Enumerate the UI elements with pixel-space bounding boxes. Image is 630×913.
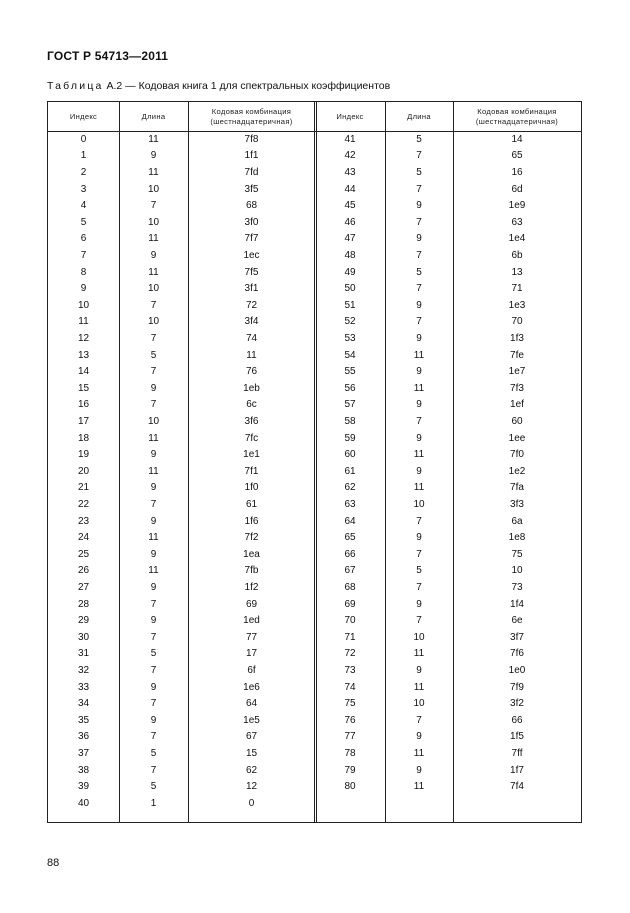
table-cell: 7 [416,183,422,195]
table-cell: 7f9 [510,681,524,693]
table-cell: 6d [511,183,523,195]
table-cell: 1 [150,797,157,809]
table-cell: 7 [416,515,422,527]
table-cell: 7f3 [510,382,524,394]
table-cell: 5 [150,747,157,759]
table-cell: 1e0 [508,664,526,676]
table-cell: 10 [147,283,160,295]
table-cell: 7 [416,615,422,627]
table-cell: 9 [416,200,422,212]
table-cell: 9 [416,332,422,344]
table-cell: 9 [150,449,157,461]
table-cell: 11 [148,266,159,278]
table-cell: 9 [416,731,422,743]
table-cell: 3f4 [244,316,259,328]
table-cell: 10 [77,299,90,311]
table-cell: 14 [511,133,523,145]
table-cell: 3f3 [510,498,524,510]
column-header: Индекс [336,111,364,121]
table-cell: 52 [344,316,356,328]
table-cell: 6a [511,515,523,527]
column-header: Длина [407,111,431,121]
table-cell: 7f6 [510,648,524,660]
table-cell: 69 [245,598,258,610]
table-cell: 42 [344,150,356,162]
table-cell: 3f2 [510,698,524,710]
table-cell: 9 [150,681,157,693]
table-cell: 12 [77,332,90,344]
table-cell: 7f8 [244,133,259,145]
table-cell: 9 [150,581,157,593]
table-cell: 9 [416,432,422,444]
table-cell: 11 [413,747,425,759]
table-cell: 1f1 [244,150,259,162]
table-cell: 9 [150,482,157,494]
table-cell: 7 [416,283,422,295]
table-cell: 1f2 [244,581,259,593]
table-cell: 1ec [243,249,260,261]
table-cell: 7f1 [244,465,259,477]
table-cell: 11 [148,133,159,145]
table-cell: 44 [344,183,356,195]
table-caption [47,80,390,92]
table-cell: 29 [77,615,90,627]
table-cell: 1e5 [243,714,260,726]
table-cell: 36 [77,731,90,743]
table-cell: 5 [150,648,157,660]
table-cell: 7fd [244,166,259,178]
document-header: ГОСТ Р 54713—2011 [47,49,169,63]
table-cell: 1f7 [510,764,524,776]
table-cell: 31 [77,648,90,660]
table-cell: 60 [344,449,356,461]
table-cell: 58 [344,415,356,427]
table-cell: 15 [77,382,90,394]
table-cell: 59 [344,432,356,444]
table-cell: 61 [245,498,258,510]
table-cell: 1f5 [510,731,524,743]
table-cell: 11 [148,532,159,544]
table-cell: 7fa [510,482,524,494]
table-cell: 7 [150,498,157,510]
table-cell: 7fc [244,432,259,444]
table-cell: 34 [77,698,90,710]
table-cell: 3f5 [244,183,259,195]
table-cell: 35 [77,714,90,726]
table-cell: 32 [77,664,90,676]
table-cell: 70 [344,615,356,627]
table-cell: 7 [150,332,157,344]
table-cell: 64 [245,698,258,710]
table-cell: 7 [150,764,157,776]
table-cell: 7 [150,631,157,643]
table-cell: 6e [511,615,523,627]
table-cell: 7 [150,366,157,378]
table-cell: 54 [344,349,356,361]
table-cell: 73 [511,581,523,593]
table-cell: 33 [77,681,90,693]
table-cell: 57 [344,399,356,411]
table-cell: 1ee [508,432,526,444]
table-cell: 9 [416,233,422,245]
table-cell: 74 [245,332,258,344]
table-cell: 39 [77,781,90,793]
table-cell: 73 [344,664,356,676]
table-cell: 10 [147,216,160,228]
table-cell: 66 [511,714,523,726]
table-cell: 11 [78,316,89,328]
table-cell: 1f0 [244,482,259,494]
table-cell: 5 [416,133,422,145]
table-cell: 10 [413,498,425,510]
table-cell: 3f1 [244,283,259,295]
table-cell: 11 [413,382,425,394]
table-cell: 23 [77,515,90,527]
table-cell: 68 [245,200,258,212]
table-cell: 51 [344,299,356,311]
table-cell: 27 [77,581,90,593]
table-cell: 41 [344,133,356,145]
table-cell: 7fe [510,349,524,361]
table-cell: 10 [511,565,523,577]
table-cell: 6 [80,233,87,245]
table-cell: 9 [150,548,157,560]
table-cell: 7 [150,731,157,743]
table-cell: 1e8 [508,532,526,544]
table-cell: 17 [245,648,258,660]
table-cell: 43 [344,166,356,178]
table-cell: 9 [150,714,157,726]
table-cell: 62 [344,482,356,494]
table-cell: 7 [416,548,422,560]
table-cell: 1e3 [508,299,526,311]
table-cell: 28 [77,598,90,610]
table-cell: 17 [77,415,90,427]
table-cell: 1f6 [244,515,259,527]
table-cell: 16 [77,399,90,411]
table-cell: 75 [344,698,356,710]
table-cell: 65 [344,532,356,544]
table-cell: 45 [344,200,356,212]
table-cell: 46 [344,216,356,228]
table-cell: 7 [416,581,422,593]
table-cell: 6f [247,664,256,676]
table-cell: 55 [344,366,356,378]
table-cell: 18 [77,432,90,444]
table-cell: 19 [77,449,90,461]
table-cell: 72 [245,299,258,311]
table-cell: 9 [416,399,422,411]
table-cell: 67 [344,565,356,577]
table-cell: 7 [416,249,422,261]
table-cell: 11 [413,482,425,494]
table-cell: 9 [150,615,157,627]
column-header: Кодовая комбинация (шестнадцатеричная) [210,106,293,126]
table-cell: 5 [416,166,422,178]
table-cell: 7f0 [510,449,524,461]
table-cell: 7 [80,249,87,261]
table-cell: 11 [148,166,159,178]
table-cell: 1e2 [508,465,526,477]
table-cell: 9 [416,299,422,311]
table-cell: 67 [245,731,258,743]
table-cell: 3f6 [244,415,259,427]
table-cell: 5 [150,349,157,361]
table-cell: 1e1 [243,449,260,461]
column-header: Индекс [69,111,98,121]
table-cell: 3 [80,183,87,195]
column-header: Кодовая комбинация (шестнадцатеричная) [475,106,559,126]
table-cell: 1 [80,150,87,162]
table-cell: 5 [416,266,422,278]
table-cell: 5 [416,565,422,577]
table-cell: 7f2 [244,532,259,544]
table-cell: 63 [511,216,523,228]
table-cell: 1e4 [508,233,526,245]
table-cell: 1e9 [508,200,526,212]
table-cell: 9 [416,532,422,544]
table-cell: 56 [344,382,356,394]
table-cell: 38 [77,764,90,776]
table-cell: 40 [77,797,90,809]
table-cell: 48 [344,249,356,261]
table-cell: 9 [150,249,157,261]
table-cell: 9 [150,150,157,162]
table-cell: 9 [150,515,157,527]
table-cell: 11 [413,781,425,793]
table-cell: 11 [148,233,159,245]
table-cell: 79 [344,764,356,776]
table-cell: 60 [511,415,523,427]
table-cell: 76 [344,714,356,726]
codebook-table [47,101,582,823]
table-cell: 0 [248,797,255,809]
table-cell: 7 [416,714,422,726]
table-cell: 9 [80,283,87,295]
table-cell: 7 [416,415,422,427]
table-cell: 6b [511,249,523,261]
table-cell: 9 [416,664,422,676]
table-cell: 1ef [510,399,524,411]
table-cell: 11 [413,681,425,693]
column-header: Длина [141,111,166,121]
table-cell: 7 [416,316,422,328]
table-cell: 61 [344,465,356,477]
table-cell: 11 [413,449,425,461]
table-cell: 11 [148,432,159,444]
table-cell: 30 [77,631,90,643]
table-caption-title: А.2 — Кодовая книга 1 для спектральных коэффициентов [103,80,391,92]
table-cell: 7f7 [244,233,259,245]
table-cell: 47 [344,233,356,245]
table-cell: 13 [77,349,90,361]
table-cell: 80 [344,781,356,793]
table-caption-prefix: Таблица [47,80,104,92]
table-cell: 21 [77,482,90,494]
table-cell: 7 [150,399,157,411]
table-cell: 1ed [243,615,260,627]
table-cell: 24 [77,532,90,544]
table-cell: 7 [150,200,157,212]
table-cell: 74 [344,681,356,693]
table-cell: 1f3 [510,332,524,344]
table-cell: 26 [77,565,90,577]
table-cell: 15 [245,747,258,759]
table-cell: 14 [77,366,90,378]
table-cell: 9 [150,382,157,394]
table-cell: 6c [246,399,257,411]
table-cell: 9 [416,465,422,477]
table-cell: 3f0 [244,216,259,228]
table-cell: 1eb [243,382,260,394]
table-cell: 1e6 [243,681,260,693]
table-cell: 3f7 [510,631,524,643]
table-cell: 11 [148,565,159,577]
table-cell: 1ea [243,548,260,560]
table-cell: 10 [413,698,425,710]
table-cell: 0 [80,133,87,145]
table-cell: 4 [80,200,87,212]
table-cell: 62 [245,764,258,776]
table-cell: 11 [246,349,257,361]
table-cell: 1e7 [508,366,526,378]
table-cell: 11 [413,349,425,361]
table-cell: 66 [344,548,356,560]
table-cell: 53 [344,332,356,344]
table-cell: 10 [147,183,160,195]
table-cell: 63 [344,498,356,510]
table-cell: 9 [416,764,422,776]
table-cell: 20 [77,465,90,477]
table-cell: 25 [77,548,90,560]
table-cell: 49 [344,266,356,278]
table-cell: 10 [147,415,160,427]
table-cell: 12 [245,781,258,793]
table-cell: 69 [344,598,356,610]
table-cell: 10 [413,631,425,643]
table-cell: 50 [344,283,356,295]
table-cell: 71 [511,283,523,295]
table-cell: 7 [150,664,157,676]
table-cell: 16 [511,166,523,178]
table-cell: 13 [511,266,523,278]
table-cell: 68 [344,581,356,593]
table-cell: 11 [413,648,425,660]
table-cell: 7 [150,299,157,311]
table-cell: 10 [147,316,160,328]
table-cell: 9 [416,598,422,610]
table-cell: 7fb [244,565,259,577]
table-cell: 65 [511,150,523,162]
table-cell: 7f4 [510,781,524,793]
table-cell: 77 [245,631,258,643]
table-cell: 75 [511,548,523,560]
table-cell: 7 [416,216,422,228]
table-cell: 2 [80,166,87,178]
table-cell: 77 [344,731,356,743]
table-cell: 70 [511,316,523,328]
table-cell: 1f4 [510,598,524,610]
table-cell: 11 [148,465,159,477]
table-cell: 5 [150,781,157,793]
table-cell: 22 [77,498,90,510]
table-cell: 7ff [511,747,523,759]
table-cell: 72 [344,648,356,660]
table-cell: 76 [245,366,258,378]
table-cell: 7f5 [244,266,259,278]
table-cell: 7 [150,598,157,610]
table-cell: 7 [416,150,422,162]
table-cell: 5 [80,216,87,228]
page-number: 88 [47,857,60,869]
table-cell: 9 [416,366,422,378]
table-cell: 8 [80,266,87,278]
table-cell: 78 [344,747,356,759]
table-cell: 37 [77,747,90,759]
table-cell: 7 [150,698,157,710]
table-cell: 64 [344,515,356,527]
table-cell: 71 [344,631,356,643]
